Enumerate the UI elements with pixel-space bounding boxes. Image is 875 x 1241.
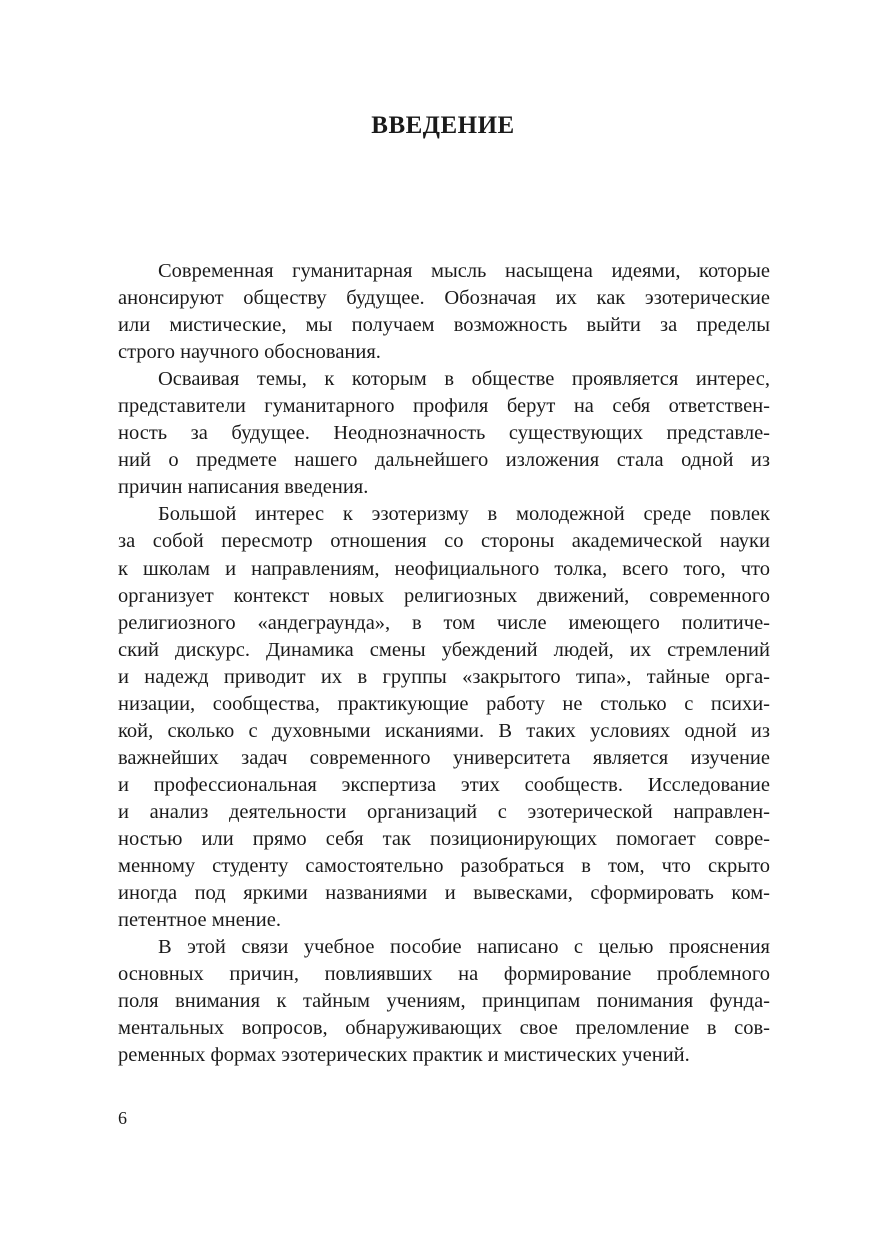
text-line: и анализ деятельности организаций с эзотерической направлен- — [118, 800, 770, 823]
paragraph — [118, 366, 770, 501]
paragraph — [118, 934, 770, 1069]
text-line: ностью или прямо себя так позиционирующих помогает совре- — [118, 827, 770, 850]
text-line: ский дискурс. Динамика смены убеждений людей, их стремлений — [118, 638, 770, 661]
text-line: менному студенту самостоятельно разобраться в том, что скрыто — [118, 855, 770, 878]
text-line: и профессиональная экспертиза этих сообществ. Исследование — [118, 773, 770, 796]
text-line: низации, сообщества, практикующие работу не столько с психи- — [118, 692, 770, 715]
text-line: основных причин, повлиявших на формирование проблемного — [118, 963, 770, 986]
text-line: представители гуманитарного профиля берут на себя ответствен- — [118, 395, 770, 418]
text-line: религиозного «андеграунда», в том числе имеющего политиче- — [118, 611, 770, 634]
text-line: причин написания введения. — [118, 476, 369, 499]
text-line: В этой связи учебное пособие написано с целью прояснения — [158, 936, 770, 959]
text-line: ность за будущее. Неоднозначность существующих представле- — [118, 422, 770, 445]
text-line: строго научного обоснования. — [118, 341, 381, 364]
text-line: к школам и направлениям, неофициального толка, всего того, что — [118, 557, 770, 580]
text-line: ментальных вопросов, обнаруживающих свое преломление в сов- — [118, 1017, 770, 1040]
text-line: ний о предмете нашего дальнейшего изложения стала одной из — [118, 449, 770, 472]
text-line: важнейших задач современного университета является изучение — [118, 746, 770, 769]
body-text — [118, 258, 770, 1069]
page-number: 6 — [118, 1108, 127, 1128]
text-line: или мистические, мы получаем возможность выйти за пределы — [118, 314, 770, 337]
paragraph — [118, 258, 770, 366]
text-line: и надежд приводит их в группы «закрытого типа», тайные орга- — [118, 665, 770, 688]
text-line: Осваивая темы, к которым в обществе проявляется интерес, — [158, 368, 770, 391]
text-line: петентное мнение. — [118, 909, 281, 932]
text-line: организует контекст новых религиозных движений, современного — [118, 584, 770, 607]
text-line: анонсируют обществу будущее. Обозначая их как эзотерические — [118, 287, 770, 310]
paragraph — [118, 501, 770, 934]
text-line: Большой интерес к эзотеризму в молодежной среде повлек — [158, 503, 770, 526]
text-line: поля внимания к тайным учениям, принципам понимания фунда- — [118, 990, 770, 1013]
text-line: за собой пересмотр отношения со стороны академической науки — [118, 530, 770, 553]
chapter-heading: ВВЕДЕНИЕ — [371, 112, 515, 139]
text-line: иногда под яркими названиями и вывесками, сформировать ком- — [118, 882, 770, 905]
text-line: ременных формах эзотерических практик и мистических учений. — [118, 1044, 690, 1067]
text-line: Современная гуманитарная мысль насыщена идеями, которые — [158, 260, 770, 282]
text-line: кой, сколько с духовными исканиями. В таких условиях одной из — [118, 719, 770, 742]
